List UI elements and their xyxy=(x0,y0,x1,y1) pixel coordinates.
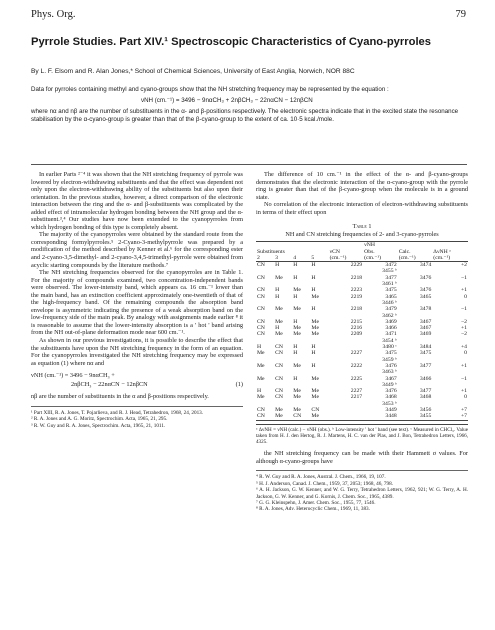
hot-band-value: 3454 ᵇ xyxy=(382,337,397,344)
substituent-2-cell: CN xyxy=(257,293,265,300)
calc-unit: (cm.⁻¹) xyxy=(398,254,416,261)
equation-line-1: νNH (cm.⁻¹) = 3496 − 9nαCH₃ + xyxy=(31,372,115,380)
obs-cell xyxy=(363,275,398,288)
substituent-5-cell: H xyxy=(311,350,316,357)
obs-cell xyxy=(363,262,398,275)
vcn-cell: 2223 xyxy=(350,287,363,294)
calc-cell: 3467 xyxy=(419,318,432,325)
calc-cell: 3477 xyxy=(419,362,432,369)
calc-cell: 3478 xyxy=(419,306,432,313)
obs-value: 3468 xyxy=(385,394,397,401)
vcn-cell: 2222 xyxy=(350,362,363,369)
substituent-3-cell: CN xyxy=(275,388,284,395)
hot-band-value: 3462 ᵇ xyxy=(382,312,397,319)
table-row xyxy=(256,376,468,389)
vcn-cell: 2216 xyxy=(350,325,363,332)
substituent-2-cell: CN xyxy=(257,306,265,313)
delta-cell: +4 xyxy=(460,344,467,351)
substituent-4-cell: Me xyxy=(293,362,301,369)
substituent-3-cell: CN xyxy=(275,344,284,351)
substituent-5-cell: Me xyxy=(311,375,320,382)
calc-cell: 3484 xyxy=(419,344,432,351)
calc-cell: 3476 xyxy=(419,287,432,294)
substituent-3-cell: Me xyxy=(275,413,283,420)
table-row xyxy=(256,363,468,376)
substituent-2-cell: CN xyxy=(257,262,265,269)
table-footnotes: ᵃ ΔνNH = νNH (calc.) − νNH (obs.). ᵇ Low-intensity ' hot ' band (see text). ᶜ Measured in CHCl₃. Value taken from H. J. den Hertog, R. J. Martens, H. C. van der Plas, and J. Bon, Tetrahedron Letters, 1966, 4325. xyxy=(256,424,468,446)
footnote: ⁵ H. J. Anderson, Canad. J. Chem., 1959, 37, 2053; 1968, 46, 798. xyxy=(256,480,393,487)
obs-value: 3479 xyxy=(385,306,397,313)
calc-cell: 3468 xyxy=(419,394,432,401)
substituent-5-cell: H xyxy=(311,344,316,351)
table-row xyxy=(256,350,468,363)
obs-cell xyxy=(363,350,398,363)
hot-band-value: 3453 ᵇ xyxy=(382,400,397,407)
paragraph: nβ are the number of substituents in the α and β-positions respectively. xyxy=(31,393,209,401)
substituent-3-cell: H xyxy=(275,293,280,300)
vnh-group-header: νNH xyxy=(364,242,375,249)
substituent-4-cell: H xyxy=(293,274,298,281)
vcn-cell: 2218 xyxy=(350,306,363,313)
vcn-cell: 2229 xyxy=(350,262,363,269)
hot-band-value: 3461 ᵇ xyxy=(382,281,397,288)
substituent-5-cell: Me xyxy=(311,325,320,332)
substituent-2-cell: CN xyxy=(257,331,265,338)
substituent-2-cell: H xyxy=(257,388,262,395)
substituent-3-cell: Me xyxy=(275,331,283,338)
hot-band-value: 3459 ᵇ xyxy=(382,356,397,363)
vcn-cell: 2209 xyxy=(350,331,363,338)
abstract-text-2: where nα and nβ are the number of substituents in the α- and β-positions respectively. The electronic spectra indicate that in the excited state the resonance stabilisation by the α-cyano-group is greater than that of the β-cyano-group to the extent of ca. 10·5 kcal./mole. xyxy=(31,108,459,123)
substituent-5-cell: H xyxy=(311,306,316,313)
substituent-2-cell: Me xyxy=(257,362,265,369)
obs-value: 3467 xyxy=(385,375,397,382)
substituent-4-cell: Me xyxy=(293,407,301,413)
abstract xyxy=(31,86,463,124)
substituent-5-cell: Me xyxy=(311,331,320,338)
substituent-2-cell: Me xyxy=(257,350,265,357)
substituent-5-cell: CN xyxy=(311,407,320,413)
substituent-4-cell: Me xyxy=(293,394,301,401)
equation-line-2-row xyxy=(31,380,243,389)
obs-cell xyxy=(363,363,398,376)
delta-cell: 0 xyxy=(464,350,467,357)
substituent-3-cell: H xyxy=(275,262,280,269)
substituents-header: Substituents xyxy=(257,248,285,255)
vcn-cell: 2219 xyxy=(350,293,363,300)
hot-band-value: 3463 ᵇ xyxy=(382,369,397,376)
substituent-4-cell: H xyxy=(293,350,298,357)
substituent-2-cell: CN xyxy=(257,413,265,420)
calc-cell: 3455 xyxy=(419,413,432,420)
hot-band-value: 3446 ᵇ xyxy=(382,299,397,306)
obs-unit: (cm.⁻¹) xyxy=(364,254,382,261)
substituent-4-cell: Me xyxy=(293,331,301,338)
substituent-3-cell: Me xyxy=(275,306,283,313)
delta-cell: −1 xyxy=(460,375,467,382)
substituent-5-cell: Me xyxy=(311,293,320,300)
paragraph: The majority of the cyanopyrroles were obtained by the standard route from the corresponding formylpyrroles.⁵ 2-Cyano-3-methylpyrrole was prepared by a modification of the method described by Kenner et al.⁶ for the corresponding ester and 2-cyano-3,5-dimethyl- and 2-cyano-3,4,5-trimethyl-pyrrole were obtained from acyclic starting compounds by the literature methods.⁷ xyxy=(31,231,243,269)
delta-cell: +7 xyxy=(460,413,467,420)
substituent-2-cell: Me xyxy=(257,394,265,401)
col-5-header: 5 xyxy=(311,254,315,261)
calc-cell: 3465 xyxy=(419,293,432,300)
paragraph: In earlier Parts ²⁻⁴ it was shown that the NH stretching frequency of pyrrole was lowered by electron-withdrawing substituents and that the effect was dependent not only upon the electron-withdrawing ability of the substituents but also upon their orientation. In the previous studies, however, a direct comparison of the electronic interaction between the ring and the α- and β-substituents was complicated by the added effect of intramolecular hydrogen bonding between the NH group and the α-substituent.³,⁴ Our studies have now been extended to the cyanopyrroles from which hydrogen bonding of this type is completely absent. xyxy=(31,171,243,231)
equation-line-2: 2nβCH₃ − 22nαCN − 12nβCN xyxy=(71,381,148,389)
table-label: Table 1 xyxy=(352,223,372,231)
calc-cell: 3477 xyxy=(419,388,432,395)
substituent-3-cell: CN xyxy=(275,394,284,401)
calc-cell: 3476 xyxy=(419,274,432,281)
obs-value: 3471 xyxy=(385,331,397,338)
equation-1 xyxy=(31,371,243,389)
paragraph: No correlation of the electronic interaction of electron-withdrawing substituents in terms of their effect upon xyxy=(256,201,468,216)
delta-cell: 0 xyxy=(464,394,467,401)
footnote: ⁷ G. G. Kleinspehn, J. Amer. Chem. Soc., 1955, 77, 1546. xyxy=(256,499,376,506)
left-column xyxy=(31,171,243,429)
footnotes-right xyxy=(256,470,468,512)
vcn-cell: 2227 xyxy=(350,388,363,395)
paragraph: As shown in our previous investigations, it is possible to describe the effect that the substituents have upon the NH stretching frequency in the form of an equation. For the cyanopyrroles investigated the NH stretching frequency may be expressed as equation (1) where nα and xyxy=(31,337,243,367)
paragraph: the NH stretching frequency can be made with their Hammett σ values. For although α-cyano-groups have xyxy=(256,450,468,465)
substituent-2-cell: CN xyxy=(257,287,265,294)
frequency-table xyxy=(256,241,468,420)
delta-cell: −1 xyxy=(460,274,467,281)
obs-value: 3476 xyxy=(385,362,397,369)
vcn-cell: 2217 xyxy=(350,394,363,401)
substituent-3-cell: CN xyxy=(275,350,284,357)
obs-value: 3465 xyxy=(385,293,397,300)
substituent-5-cell: Me xyxy=(311,388,320,395)
substituent-4-cell: H xyxy=(293,375,298,382)
journal-section: Phys. Org. xyxy=(31,9,76,20)
footnote: ⁶ A. H. Jackson, G. W. Kenner, and W. G. Terry, Tetrahedron Letters, 1962, 921; W. G. Terry, A. H. Jackson, G. W. Kenner, and G. Kornis, J. Chem. Soc., 1965, 4389. xyxy=(256,487,468,500)
abstract-text-1: Data for pyrroles containing methyl and cyano-groups show that the NH stretching frequency may be represented by the equation : xyxy=(31,86,389,93)
col-2-header: 2 xyxy=(257,254,260,261)
footnote: ² R. A. Jones and A. G. Moritz, Spectrochim. Acta, 1965, 21, 295. xyxy=(31,416,168,423)
substituent-5-cell: Me xyxy=(311,394,320,401)
obs-value: 3448 xyxy=(385,413,397,420)
obs-cell xyxy=(363,413,398,420)
table-row xyxy=(256,294,468,307)
substituent-3-cell: CN xyxy=(275,362,284,369)
obs-value: 3475 xyxy=(385,287,397,294)
substituent-4-cell: CN xyxy=(293,413,302,420)
right-column xyxy=(256,171,468,513)
substituent-3-cell: CN xyxy=(275,375,284,382)
calc-header: Calc. xyxy=(398,248,411,255)
substituent-2-cell: CN xyxy=(257,407,265,413)
obs-value: 3469 xyxy=(385,318,397,325)
calc-cell: 3466 xyxy=(419,375,432,382)
substituent-3-cell: Me xyxy=(275,318,283,325)
table-caption xyxy=(256,223,468,238)
hot-band-value: 3455 ᵇ xyxy=(382,268,397,275)
vcn-unit: (cm.⁻¹) xyxy=(329,254,347,261)
substituent-4-cell: H xyxy=(293,318,298,325)
hot-band-value: 3449 ᵇ xyxy=(382,381,397,388)
substituent-4-cell: H xyxy=(293,344,298,351)
vcn-cell xyxy=(329,413,364,420)
obs-value: 3449 xyxy=(385,407,397,413)
obs-cell xyxy=(363,306,398,319)
substituent-3-cell: Me xyxy=(275,407,283,413)
table-row xyxy=(256,331,468,344)
delta-header: ΔνNH ᵃ xyxy=(433,248,451,255)
col-4-header: 4 xyxy=(293,254,297,261)
obs-header: Obs. xyxy=(364,248,375,255)
obs-cell xyxy=(363,294,398,307)
substituent-5-cell: Me xyxy=(311,318,320,325)
footnote: ¹ Part XIII, R. A. Jones, T. Pojarlieva, and R. J. Head, Tetrahedron, 1968, 24, 2013. xyxy=(31,409,204,416)
vcn-header: νCN xyxy=(329,248,341,255)
footnote: ⁴ R. W. Guy and R. A. Jones, Austral. J. Chem., 1966, 19, 107. xyxy=(256,474,386,481)
table-row xyxy=(256,275,468,288)
author-line: By L. F. Elsom and R. Alan Jones,* School of Chemical Sciences, University of East Anglia, Norwich, NOR 88C xyxy=(31,68,355,75)
delta-cell: +1 xyxy=(460,287,467,294)
vcn-cell: 2218 xyxy=(350,274,363,281)
obs-value: 3480 ᶜ xyxy=(382,344,397,351)
obs-cell xyxy=(363,331,398,344)
substituent-4-cell: Me xyxy=(293,388,301,395)
page-number: 79 xyxy=(455,9,466,20)
delta-cell: 0 xyxy=(464,293,467,300)
obs-value: 3466 xyxy=(385,325,397,332)
footnote: ⁸ R. A. Jones, Adv. Heterocyclic Chem., 1969, 11, 383. xyxy=(256,506,370,513)
table-title: NH and CN stretching frequencies of 2- and 3-cyano-pyrroles xyxy=(285,230,439,238)
abstract-formula: νNH (cm.⁻¹) = 3496 − 9nαCH₃ + 2nβCH₃ − 22nαCN − 12nβCN xyxy=(141,97,313,104)
substituent-5-cell: H xyxy=(311,262,316,269)
equation-number: (1) xyxy=(235,381,243,389)
substituent-3-cell: H xyxy=(275,325,280,332)
substituent-4-cell: H xyxy=(293,262,298,269)
delta-cell: +1 xyxy=(460,388,467,395)
obs-value: 3476 xyxy=(385,388,397,395)
delta-cell: −2 xyxy=(460,318,467,325)
substituent-5-cell: H xyxy=(311,274,316,281)
paragraph: The difference of 10 cm.⁻¹ in the effect of the α- and β-cyano-groups demonstrates that the electronic interaction of the α-cyano-group with the pyrrole ring is greater than that of the β-cyano-group when the molecule is in a ground state. xyxy=(256,171,468,201)
abstract-divider xyxy=(31,164,467,165)
calc-cell: 3467 xyxy=(419,325,432,332)
table-row xyxy=(256,306,468,319)
footnote: ³ R. W. Guy and R. A. Jones, Spectrochim. Acta, 1965, 21, 1011. xyxy=(31,422,166,429)
obs-cell xyxy=(363,376,398,389)
substituent-2-cell: CN xyxy=(257,325,265,332)
obs-value: 3472 xyxy=(385,262,397,269)
delta-cell: +1 xyxy=(460,362,467,369)
table-row xyxy=(256,394,468,407)
vcn-cell: 2215 xyxy=(350,318,363,325)
obs-cell xyxy=(363,394,398,407)
substituent-4-cell: H xyxy=(293,293,298,300)
substituent-5-cell: Me xyxy=(311,413,320,420)
calc-cell: 3456 xyxy=(419,407,432,413)
calc-cell: 3474 xyxy=(419,262,432,269)
delta-unit: (cm.⁻¹) xyxy=(433,254,451,261)
obs-value: 3477 xyxy=(385,274,397,281)
running-head xyxy=(31,9,466,23)
delta-cell: +2 xyxy=(460,262,467,269)
substituent-5-cell: H xyxy=(311,362,316,369)
vcn-cell: 2227 xyxy=(350,350,363,357)
substituent-3-cell: H xyxy=(275,287,280,294)
paragraph: The NH stretching frequencies observed for the cyanopyrroles are in Table 1. For the majority of compounds examined, two concentration-independent bands were observed. The lower-intensity band, which appears ca. 16 cm.⁻¹ lower than the main band, has an extinction coefficient approximately one-twentieth of that of the high-frequency band. Of the remaining compounds the absorption band envelope is asymmetric indicating the presence of a weak absorption band on the low-frequency side of the main peak. By analogy with assignments made earlier ⁸ it is reasonable to assume that the lower-intensity absorption is a ' hot ' band arising from the NH out-of-plane deformation mode near 600 cm.⁻¹. xyxy=(31,269,243,337)
col-3-header: 3 xyxy=(275,254,278,261)
article-title: Pyrrole Studies. Part XIV.¹ Spectroscopic Characteristics of Cyano-pyrroles xyxy=(31,36,431,48)
calc-cell: 3469 xyxy=(419,331,432,338)
vcn-cell: 2225 xyxy=(350,375,363,382)
substituent-2-cell: CN xyxy=(257,318,265,325)
substituent-3-cell: Me xyxy=(275,274,283,281)
delta-cell: −1 xyxy=(460,306,467,313)
substituent-4-cell: Me xyxy=(293,325,301,332)
substituent-5-cell: H xyxy=(311,287,316,294)
substituent-4-cell: Me xyxy=(293,287,301,294)
substituent-2-cell: H xyxy=(257,344,262,351)
footnotes-left xyxy=(31,406,243,429)
substituent-2-cell: CN xyxy=(257,274,265,281)
delta-cell: +1 xyxy=(460,325,467,332)
substituent-2-cell: Me xyxy=(257,375,265,382)
table-row xyxy=(256,413,468,420)
obs-value: 3475 xyxy=(385,350,397,357)
substituent-4-cell: Me xyxy=(293,306,301,313)
table-row xyxy=(256,262,468,275)
delta-cell: −2 xyxy=(460,331,467,338)
delta-cell: +7 xyxy=(460,407,467,413)
calc-cell: 3475 xyxy=(419,350,432,357)
